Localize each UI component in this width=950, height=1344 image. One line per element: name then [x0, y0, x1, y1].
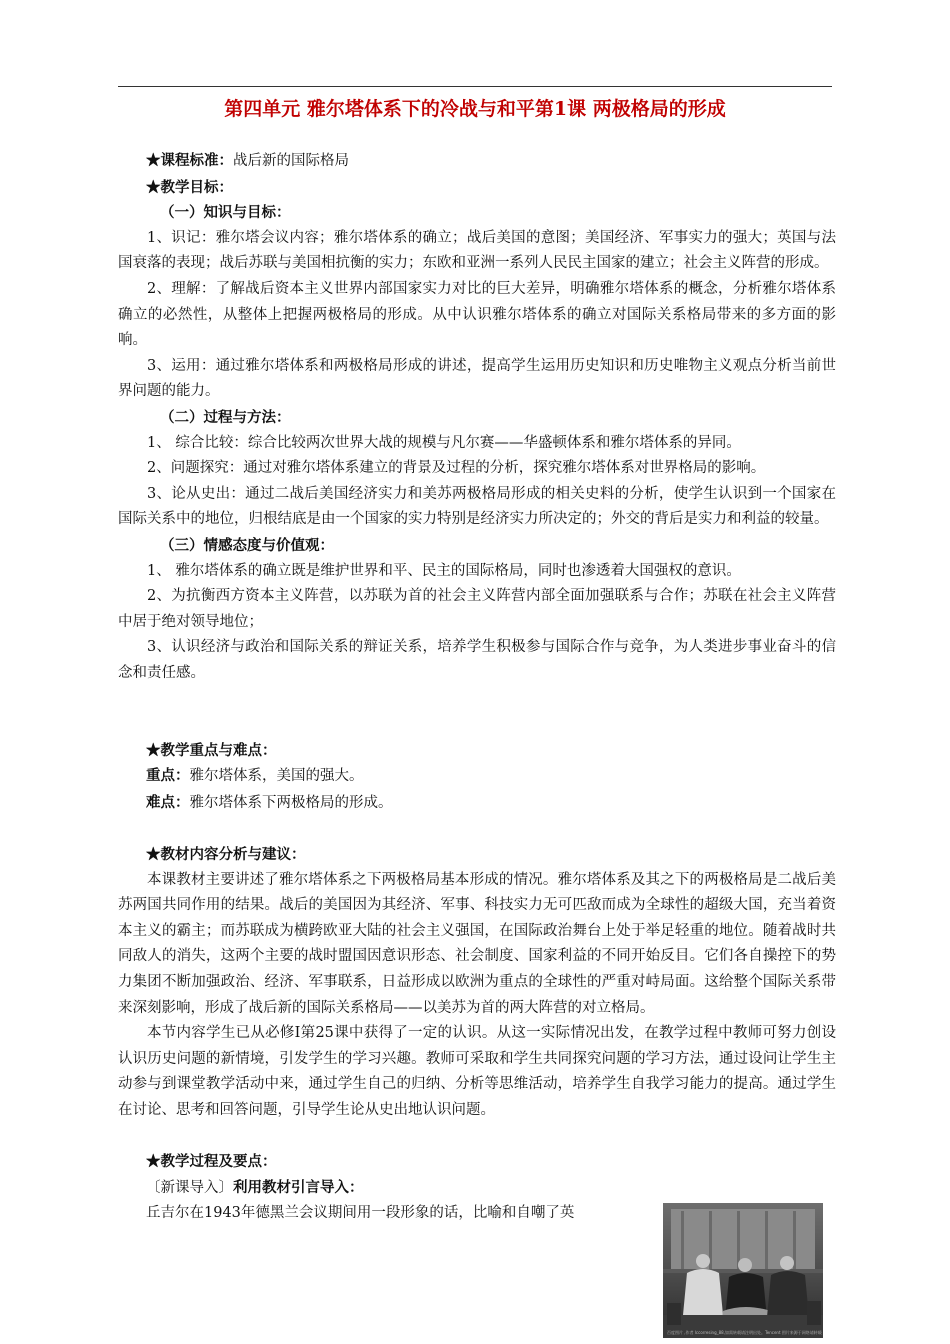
attitude-list	[118, 559, 836, 687]
keypoints-heading: ★教学重点与难点：	[146, 741, 277, 759]
spacer	[146, 816, 836, 842]
difficulty-label: 难点：	[146, 793, 190, 811]
intro-line	[146, 1175, 836, 1202]
knowledge-item-3: 3、运用：通过雅尔塔体系和两极格局形成的讲述，提高学生运用历史知识和历史唯物主义观点分析当前世界问题的能力。	[118, 357, 836, 400]
knowledge-heading: （一）知识与目标：	[160, 204, 291, 222]
knowledge-list	[118, 226, 836, 405]
attitude-item-3: 3、认识经济与政治和国际关系的辩证关系，培养学生积极参与国际合作与竞争，为人类进步事业奋斗的信念和责任感。	[118, 639, 836, 681]
photo-illustration	[663, 1203, 823, 1338]
focus-label: 重点：	[146, 767, 190, 785]
top-rule	[118, 86, 832, 87]
attitude-heading: （三）情感态度与价值观：	[160, 536, 334, 554]
intro-tag: 〔新课导入〕	[146, 1179, 233, 1196]
attitude-item-1: 1、 雅尔塔体系的确立既是维护世界和平、民主的国际格局，同时也渗透着大国强权的意识。	[147, 562, 741, 579]
intro-label: 利用教材引言导入：	[233, 1178, 364, 1196]
difficulty-line	[146, 790, 836, 817]
focus-line	[146, 763, 836, 790]
course-standard	[146, 148, 836, 175]
analysis-paragraph-1: 本课教材主要讲述了雅尔塔体系之下两极格局基本形成的情况。雅尔塔体系及其之下的两极格局是二战后美苏两国共同作用的结果。战后的美国因为其经济、军事、科技实力无可匹敌而成为全球性的超级大国，充当着资本主义的霸主；而苏联成为横跨欧亚大陆的社会主义强国，在国际政治舞台上处于举足轻重的地位。随着战时共同敌人的消失，这两个主要的战时盟国因意识形态、社会制度、国家利益的不同开始反目。它们各自操控下的势力集团不断加强政治、经济、军事联系，日益形成以欧洲为重点的全球性的严重对峙局面。这给整个国际关系带来深刻影响，形成了战后新的国际关系格局——以美苏为首的两大阵营的对立格局。	[118, 871, 836, 1016]
analysis-heading: ★教材内容分析与建议：	[146, 846, 306, 864]
knowledge-item-1: 1、识记：雅尔塔会议内容；雅尔塔体系的确立；战后美国的意图；美国经济、军事实力的强大；英国与法国衰落的表现；战后苏联与美国相抗衡的实力；东欧和亚洲一系列人民民主国家的建立；社会主义阵营的形成。	[118, 229, 836, 272]
goals-heading: ★教学目标：	[146, 178, 233, 196]
difficulty-text: 雅尔塔体系下两极格局的形成。	[189, 794, 393, 811]
spacer	[146, 1124, 836, 1150]
page-title: 第四单元 雅尔塔体系下的冷战与和平第1课 两极格局的形成	[224, 98, 726, 120]
process-list	[118, 431, 836, 533]
analysis-text	[118, 868, 836, 1124]
course-standard-text: 战后新的国际格局	[233, 153, 349, 169]
process-item-3: 3、论从史出：通过二战后美国经济实力和美苏两极格局形成的相关史料的分析，使学生认识到一个国家在国际关系中的地位，归根结底是由一个国家的实力特别是经济实力所决定的；外交的背后是实力和利益的较量。	[118, 485, 836, 528]
attitude-item-2: 2、为抗衡西方资本主义阵营，以苏联为首的社会主义阵营内部全面加强联系与合作；苏联在社会主义阵营中居于绝对领导地位；	[118, 588, 836, 630]
intro-text: 丘吉尔在1943年德黑兰会议期间用一段形象的话，比喻和自嘲了英	[146, 1205, 575, 1222]
spacer	[146, 712, 836, 738]
course-standard-label: ★课程标准：	[146, 152, 233, 169]
photo-caption: 百度图片 ,作者 lccorresing_88,如需转载请注明出处。Tencent 图片来源于网络请转载	[667, 1330, 822, 1335]
teaching-process-heading: ★教学过程及要点：	[146, 1153, 277, 1171]
process-item-1: 1、 综合比较：综合比较两次世界大战的规模与凡尔赛——华盛顿体系和雅尔塔体系的异同。	[147, 434, 741, 451]
tehran-conference-photo	[663, 1203, 823, 1338]
analysis-paragraph-2: 本节内容学生已从必修Ⅰ第25课中获得了一定的认识。从这一实际情况出发，在教学过程中教师可努力创设认识历史问题的新情境，引发学生的学习兴趣。教师可采取和学生共同探究问题的学习方法，通过设问让学生主动参与到课堂教学活动中来，通过学生自己的归纳、分析等思维活动，培养学生自我学习能力的提高。通过学生在讨论、思考和回答问题，引导学生论从史出地认识问题。	[118, 1025, 836, 1118]
knowledge-item-2: 2、理解：了解战后资本主义世界内部国家实力对比的巨大差异，明确雅尔塔体系的概念，分析雅尔塔体系确立的必然性，从整体上把握两极格局的形成。从中认识雅尔塔体系的确立对国际关系格局带来的多方面的影响。	[118, 280, 836, 349]
process-heading: （二）过程与方法：	[160, 408, 291, 426]
focus-text: 雅尔塔体系，美国的强大。	[189, 768, 364, 785]
spacer	[146, 686, 836, 712]
process-item-2: 2、问题探究：通过对雅尔塔体系建立的背景及过程的分析，探究雅尔塔体系对世界格局的影响。	[147, 460, 766, 477]
document-body	[118, 148, 836, 1227]
